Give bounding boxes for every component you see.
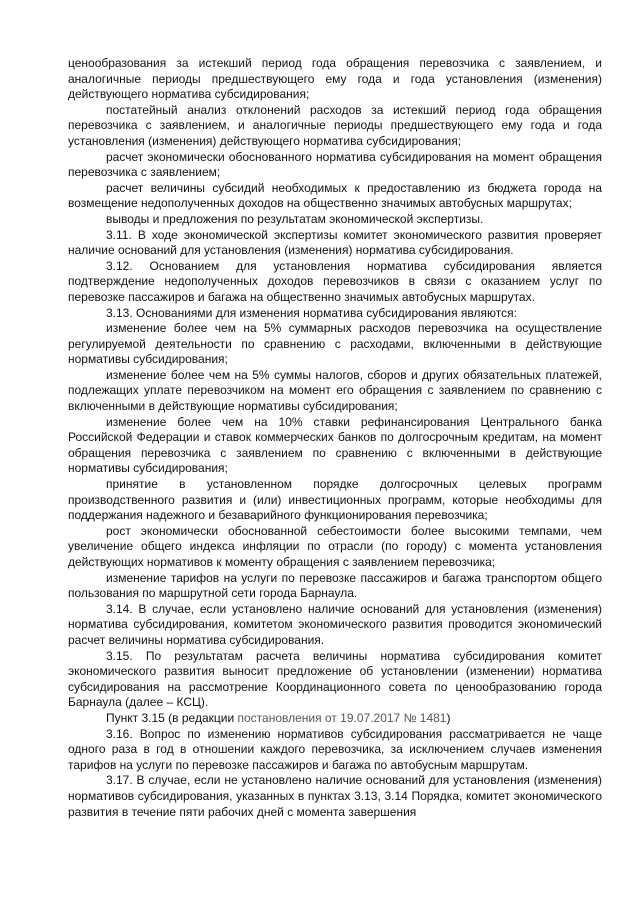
paragraph-item: изменение более чем на 5% суммы налогов, сборов и других обязательных платежей, подлежащих уплате перевозчиком на момент его обращения с заявлением по сравнению с включенными в действующие нормативы субсидирования;	[68, 367, 602, 414]
paragraph-item: расчет величины субсидий необходимых к предоставлению из бюджета города на возмещение недополученных доходов на общественно значимых автобусных маршрутах;	[68, 180, 602, 211]
clause-3-12: 3.12. Основанием для установления норматива субсидирования является подтверждение недополученных доходов перевозчиков в связи с оказанием услуг по перевозке пассажиров и багажа на общественно значимых автобусных маршрутах.	[68, 258, 602, 304]
amendment-note-suffix: )	[446, 710, 451, 725]
amendment-link[interactable]: постановления от 19.07.2017 № 1481	[237, 710, 447, 725]
clause-3-16: 3.16. Вопрос по изменению нормативов субсидирования рассматривается не чаще одного раза в год в отношении каждого перевозчика, за исключением случаев изменения тарифов на услуги по перевозке пассажиров и багажа по автобусным маршрутам.	[68, 726, 602, 772]
amendment-note	[68, 711, 602, 727]
paragraph-item: рост экономически обоснованной себестоимости более высокими темпами, чем увеличение общего индекса инфляции по отрасли (по городу) с момента установления действующих нормативов к моменту обращения с заявлением перевозчика;	[68, 523, 602, 569]
clause-3-15: 3.15. По результатам расчета величины норматива субсидирования комитет экономического развития выносит предложение об установлении (изменении) норматива субсидирования на рассмотрение Координационного совета по ценообразованию города Барнаула (далее – КСЦ).	[68, 648, 602, 710]
paragraph-item: выводы и предложения по результатам экономической экспертизы.	[106, 211, 484, 226]
paragraph-item: изменение более чем на 10% ставки рефинансирования Центрального банка Российской Федерации и ставок коммерческих банков по долгосрочным кредитам, на момент обращения перевозчика с заявлением по сравнению с включенными в действующие нормативы субсидирования;	[68, 414, 602, 476]
paragraph-continuation: ценообразования за истекший период года обращения перевозчика с заявлением, и аналогичные периоды предшествующего ему года и года установления (изменения) действующего норматива субсидирования;	[68, 56, 602, 102]
paragraph-item: постатейный анализ отклонений расходов за истекший период года обращения перевозчика с заявлением, и аналогичные периоды предшествующего ему года и года установления (изменения) действующего норматива субсидирования;	[68, 102, 602, 148]
clause-3-11: 3.11. В ходе экономической экспертизы комитет экономического развития проверяет наличие оснований для установления (изменения) норматива субсидирования.	[68, 227, 602, 258]
paragraph-item: принятие в установленном порядке долгосрочных целевых программ производственного развития и (или) инвестиционных программ, которые необходимы для поддержания надежного и безаварийного функционирования перевозчика;	[68, 477, 602, 523]
paragraph-item: изменение более чем на 5% суммарных расходов перевозчика на осуществление регулируемой деятельности по сравнению с расходами, включенными в действующие нормативы субсидирования;	[68, 321, 602, 367]
amendment-note-prefix: Пункт 3.15 (в редакции	[106, 710, 238, 725]
paragraph-item: расчет экономически обоснованного норматива субсидирования на момент обращения перевозчика с заявлением;	[68, 149, 602, 180]
clause-3-14: 3.14. В случае, если установлено наличие оснований для установления (изменения) норматива субсидирования, комитетом экономического развития проводится экономический расчет величины норматива субсидирования.	[68, 601, 602, 647]
paragraph-item: изменение тарифов на услуги по перевозке пассажиров и багажа транспортом общего пользования по маршрутной сети города Барнаула.	[68, 570, 602, 601]
clause-3-17: 3.17. В случае, если не установлено наличие оснований для установления (изменения) нормативов субсидирования, указанных в пунктах 3.13, 3.14 Порядка, комитет экономического развития в течение пяти рабочих дней с момента завершения	[68, 773, 602, 819]
clause-3-13: 3.13. Основаниями для изменения норматива субсидирования являются:	[106, 305, 517, 320]
